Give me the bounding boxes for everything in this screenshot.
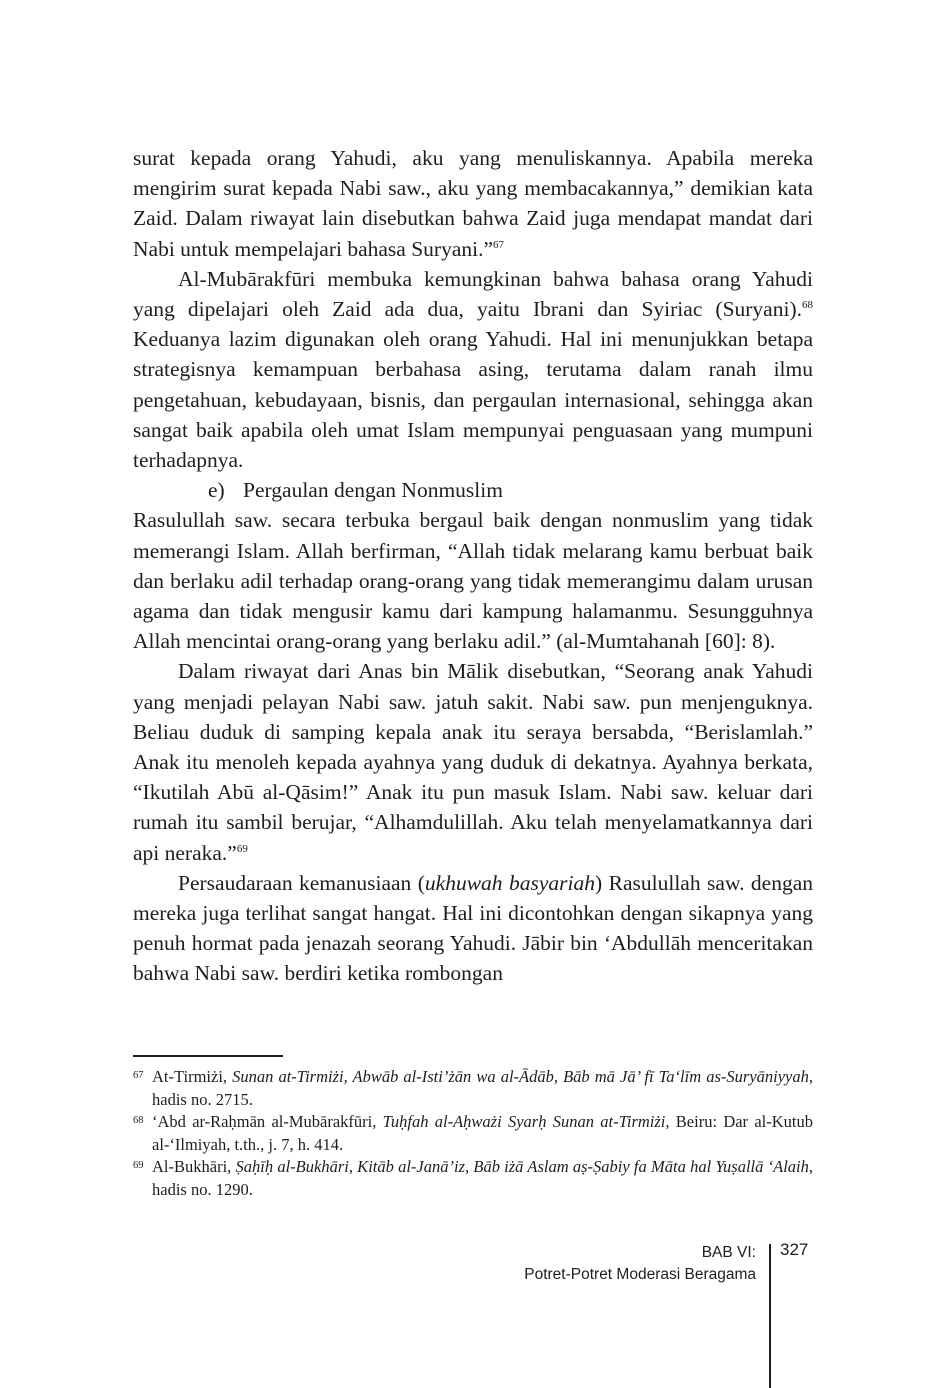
footnote-text: Beiru: Dar al-Kutub al-‘Ilmiyah, t.th., j. 7, h. 414. bbox=[152, 1112, 813, 1154]
footnote-ref-67: 67 bbox=[493, 238, 505, 251]
paragraph-2 bbox=[133, 264, 813, 475]
paragraph-4-text: Dalam riwayat dari Anas bin Mālik disebutkan, “Seorang anak Yahudi yang menjadi pelayan Nabi saw. jatuh sakit. Nabi saw. pun menjenguknya. Beliau duduk di samping kepala anak itu seraya bersabda, “Berislamlah.” Anak itu menoleh kepada ayahnya yang duduk di dekatnya. Ayahnya berkata, “Ikutilah Abū al-Qāsim!” Anak itu pun masuk Islam. Nabi saw. keluar dari rumah itu sambil berujar, “Alhamdulillah. Aku telah menyelamatkannya dari api neraka.” bbox=[133, 659, 813, 865]
subheading-letter: e) bbox=[208, 478, 225, 503]
footnote-text: ‘Abd ar-Raḥmān al-Mubārakfūri, bbox=[152, 1112, 383, 1132]
footnote-69 bbox=[133, 1156, 813, 1201]
footnote-italic: Sunan at-Tirmiżi, Abwāb al-Isti’żān wa al-Ādāb, Bāb mā Jā’ fī Ta‘līm as-Suryāniyyah, bbox=[232, 1067, 813, 1086]
footnote-ref-68: 68 bbox=[802, 299, 813, 312]
page-number: 327 bbox=[780, 1240, 809, 1259]
footnote-67 bbox=[133, 1066, 813, 1111]
paragraph-5-text-b: ) Rasulullah saw. dengan mereka juga terlihat sangat hangat. Hal ini dicontohkan dengan sikapnya yang penuh hormat pada jenazah seorang Yahudi. Jābir bin ‘Abdullāh menceritakan bahwa Nabi saw. berdiri ketika rombongan bbox=[133, 870, 813, 986]
footnote-number: 68 bbox=[133, 1115, 144, 1127]
running-head bbox=[524, 1242, 756, 1286]
paragraph-2-text-a: Al-Mubārakfūri membuka kemungkinan bahwa bahasa orang Yahudi yang dipelajari oleh Zaid ada dua, yaitu Ibrani dan Syiriac (Suryani). bbox=[133, 266, 813, 322]
subheading bbox=[133, 475, 813, 505]
paragraph-3 bbox=[133, 505, 813, 656]
footnote-text: Al-Bukhāri, bbox=[152, 1157, 236, 1177]
footnote-italic: Tuḥfah al-Aḥważi Syarḥ Sunan at-Tirmiżi, bbox=[382, 1112, 670, 1132]
paragraph-5-text-a: Persaudaraan kemanusiaan ( bbox=[178, 870, 425, 895]
chapter-label: BAB VI: bbox=[701, 1244, 756, 1261]
paragraph-5 bbox=[133, 868, 813, 989]
paragraph-2-text-b: Keduanya lazim digunakan oleh orang Yahudi. Hal ini menunjukkan betapa strategisnya kemampuan berbahasa asing, terutama dalam ranah ilmu pengetahuan, kebudayaan, bisnis, dan pergaulan internasional, sehingga akan sangat baik apabila oleh umat Islam mempunyai penguasaan yang mumpuni terhadapnya. bbox=[133, 327, 813, 473]
paragraph-5-italic: ukhuwah basyariah bbox=[424, 870, 596, 895]
paragraph-4 bbox=[133, 656, 813, 867]
footnote-italic: Ṣaḥīḥ al-Bukhāri, Kitāb al-Janā’iz, Bāb iżā Aslam aṣ-Ṣabiy fa Māta hal Yuṣallā ‘Alaih bbox=[235, 1157, 809, 1177]
footnote-number: 67 bbox=[133, 1070, 144, 1081]
running-head-divider bbox=[769, 1244, 771, 1388]
paragraph-1-text: surat kepada orang Yahudi, aku yang menuliskannya. Apabila mereka mengirim surat kepada Nabi saw., aku yang membacakannya,” demikian kata Zaid. Dalam riwayat lain disebutkan bahwa Zaid juga mendapat mandat dari Nabi untuk mempelajari bahasa Suryani.” bbox=[133, 146, 813, 261]
subheading-text: Pergaulan dengan Nonmuslim bbox=[243, 478, 503, 503]
footnote-separator bbox=[133, 1055, 283, 1057]
body-text bbox=[133, 143, 813, 989]
paragraph-3-text: Rasulullah saw. secara terbuka bergaul baik dengan nonmuslim yang tidak memerangi Islam. Allah berfirman, “Allah tidak melarang kamu berbuat baik dan berlaku adil terhadap orang-orang yang tidak memerangimu dalam urusan agama dan tidak mengusir kamu dari kampung halamanmu. Sesungguhnya Allah mencintai orang-orang yang berlaku adil.” (al-Mumtahanah [60]: 8). bbox=[133, 508, 813, 654]
footnote-68 bbox=[133, 1111, 813, 1156]
footnote-text: At-Tirmiżi, bbox=[152, 1067, 233, 1086]
footnote-text: hadis no. 2715. bbox=[152, 1089, 253, 1109]
paragraph-1 bbox=[133, 143, 813, 264]
footnote-number: 69 bbox=[133, 1160, 144, 1172]
footnote-text: , hadis no. 1290. bbox=[152, 1157, 813, 1199]
footnotes bbox=[133, 1066, 813, 1202]
chapter-title: Potret-Potret Moderasi Beragama bbox=[524, 1266, 756, 1283]
footnote-ref-69: 69 bbox=[236, 842, 248, 855]
